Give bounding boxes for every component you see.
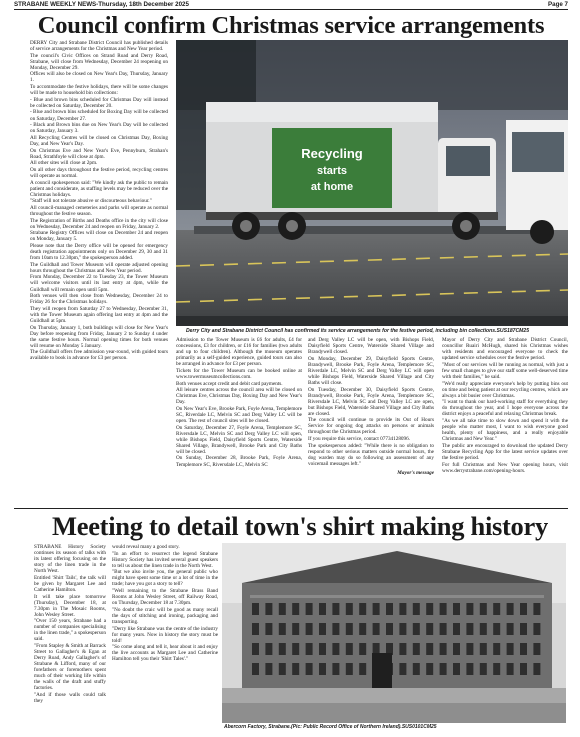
abercorn-factory-photo [222, 543, 566, 723]
paragraph: "So come along and tell it, hear about it and enjoy the live accounts as Margaret Lee and Catherine Hamilton tell you their 'Shirt Tales'." [112, 644, 218, 663]
headline-christmas-services: Council confirm Christmas service arrangements [37, 12, 545, 39]
paragraph: On Christmas Eve and New Year's Eve, Pennyburn, Strahan's Road, Strathfoyle will close at 4pm. [30, 147, 168, 160]
factory-photo-caption: Abercorn Factory, Strabane.(Pic: Public Record Office of Northern Ireland).SUS0101CM25 [224, 724, 437, 730]
paragraph: On Thursday, January 1, both buildings will close for New Year's Day before reopening from Friday, January 2 to Sunday 4 under the same festive hours. Normal opening times for both venues will resume on Monday 5 January. [30, 324, 168, 349]
lorry-text-recycling: Recycling [301, 146, 363, 161]
factory-window [332, 663, 339, 675]
paragraph: Mayor of Derry City and Strabane District Council, councillor Ruairi McHugh, shared his Christmas wishes with residents and encouraged everyone to check the updated service schedules over the festive period. [442, 337, 568, 362]
factory-window [507, 623, 514, 635]
paragraph: On New Year's Eve, Brooke Park, Foyle Arena, Templemore SC, Riverdale LC, Melvin SC and Derg Valley LC will be open. The rest of council sites will be closed. [176, 405, 302, 424]
factory-window [520, 603, 527, 615]
paragraph: - Blue and brown bins scheduled for Christmas Day will instead be collected on Saturday, December 20. [30, 96, 168, 109]
section-divider [14, 508, 568, 509]
paragraph: "Most of our services will be running as normal, with just a few small changes to give our staff some well-deserved time with their families," he said. [442, 361, 568, 380]
paragraph: For full Christmas and New Year opening hours, visit www.derrystrabane.com/opening-hours. [442, 461, 568, 474]
factory-window [252, 643, 259, 655]
factory-window [265, 623, 272, 635]
factory-window [493, 603, 500, 615]
factory-window [440, 623, 447, 635]
lorry-text-starts: starts [317, 165, 347, 177]
paragraph: All other sites will close at 2pm. [30, 160, 98, 167]
paragraph: The public are encouraged to download the updated Derry Strabane Recycling App for the latest service updates over the festive period. [442, 442, 568, 461]
headline-shirt-making: Meeting to detail town's shirt making history [52, 511, 548, 541]
paragraph: It will take place tomorrow (Thursday), December 18, at 7.30pm in The Mosaic Rooms, John Wesley Street. [34, 593, 106, 618]
paragraph: They will reopen from Saturday 27 to Wednesday, December 31, with the Tower Museum again offering last entry at 4pm and the Guildhall at 5pm. [30, 305, 168, 324]
factory-illustration [222, 543, 566, 723]
factory-window [440, 663, 447, 675]
paragraph: All leisure centres across the council area will be closed on Christmas Eve, Christmas Day, Boxing Day and New Year's Day. [176, 387, 302, 406]
paragraph: "In an effort to resurrect the legend Strabane History Society has invited several guest speakers to tell us about the linen trade in the North West. [112, 550, 218, 569]
factory-window [533, 643, 540, 655]
paragraph: Please note that the Derry office will be opened for emergency death registration appointments only on December 29, 30 and 31 from 10am to 12.30pm," the spokesperson added. [30, 243, 168, 262]
factory-window [332, 643, 339, 655]
paragraph: On Monday, December 29, Daisyfield Sports Centre, Brandywell, Brooke Park, Foyle Arena, Templemore SC, Riverdale LC, Melvin SC and Derg Valley LC will open while Bishops Field, Waterside Shared Village and City Baths will close. [308, 355, 434, 386]
subheading: Mayor's message [397, 469, 434, 476]
factory-window [440, 603, 447, 615]
paragraph: All Recycling Centres will be closed on Christmas Day, Boxing Day, and New Year's Day. [30, 134, 168, 147]
factory-window [480, 663, 487, 675]
factory-window [399, 623, 406, 635]
factory-window [292, 663, 299, 675]
factory-window [426, 663, 433, 675]
factory-window [306, 623, 313, 635]
factory-window [453, 643, 460, 655]
factory-window [279, 623, 286, 635]
factory-window [520, 663, 527, 675]
factory-window [332, 603, 339, 615]
factory-window [413, 643, 420, 655]
factory-window [346, 623, 353, 635]
factory-window [453, 623, 460, 635]
factory-window [507, 603, 514, 615]
paragraph: To accommodate the festive holidays, there will be some changes will be made to household bin collections: [30, 84, 168, 97]
factory-window [466, 643, 473, 655]
factory-window [306, 603, 313, 615]
factory-window [373, 623, 380, 635]
factory-window [319, 663, 326, 675]
factory-window [533, 663, 540, 675]
factory-window [399, 643, 406, 655]
factory-window [346, 603, 353, 615]
paragraph: The Guildhall offers free admission year-round, with guided tours available to book in advance for £3 per person. [30, 349, 168, 362]
factory-window [359, 603, 366, 615]
factory-window [507, 643, 514, 655]
paragraph: The council will continue to provide its Out of Hours Service for ongoing dog attacks on persons or animals throughout the Christmas period. [308, 417, 434, 436]
factory-window [373, 603, 380, 615]
factory-window [466, 623, 473, 635]
factory-window [386, 603, 393, 615]
factory-window [346, 663, 353, 675]
paragraph: The Registration of Births and Deaths office in the city will close on Wednesday, December 24 and reopen on Friday, January 2. [30, 217, 168, 230]
paragraph: From Monday, December 22 to Tuesday 23, the Tower Museum will welcome visitors until its last entry at 4pm, while the Guildhall will remain open until 5pm. [30, 274, 168, 293]
factory-window [493, 623, 500, 635]
factory-window [252, 603, 259, 615]
paragraph: "Well remaining to the Strabane Brass Band Rooms at John Wesley Street, off Railway Road, on Thursday, December 18 at 7.30pm. [112, 588, 218, 607]
paragraph: "We'd really appreciate everyone's help by putting bins out on time and being patient at our recycling centres, which are always a bit busier over Christmas. [442, 380, 568, 399]
factory-window [265, 663, 272, 675]
lorry-illustration [176, 40, 568, 326]
article1-column-3 [308, 337, 434, 508]
article2-column-1 [34, 544, 106, 737]
paragraph: Tickets for the Tower Museum can be booked online at www.towermuseumcollections.com. [176, 367, 302, 380]
paragraph: If you require this service, contact 07734128096. [308, 436, 410, 443]
paragraph: "Derry like Strabane was the centre of the industry for many years. Now in history the story must be told! [112, 625, 218, 644]
factory-window [279, 663, 286, 675]
factory-window [507, 663, 514, 675]
factory-window [279, 643, 286, 655]
factory-window [533, 623, 540, 635]
factory-window [319, 603, 326, 615]
paragraph: would reveal many a good story. [112, 544, 180, 550]
paragraph: STRABANE History Society continues its season of talks with its latest offering focusing on the story of the linen trade in the North West. [34, 544, 106, 575]
paragraph: The spokesperson added: "While there is no obligation to respond to other serious matters outside normal hours, the dog warden may do so following an assessment of any voicemail messages left." [308, 442, 434, 467]
paragraph: A council spokesperson said: "We kindly ask the public to remain patient and considerate, as staffing levels may be reduced over the Christmas holidays. [30, 179, 168, 198]
paragraph: "From Stapley & Smith at Barrack Street to Gallagher's & Egan at Derry Road, Andy Gallagher's of Strabane & Lifford, many of our forefathers or foremothers spent much of their working life within the walls of the draft and stuffy factories. [34, 643, 106, 692]
paragraph: On Sunday, December 28, Brooke Park, Foyle Arena, Templemore SC, Riversdale LC, Melvin SC [176, 455, 302, 468]
factory-window [426, 603, 433, 615]
paragraph: - Black and Brown bins due on New Year's Day will be collected on Saturday, January 3. [30, 122, 168, 135]
factory-window [453, 663, 460, 675]
paragraph: Offices will also be closed on New Year's Day, Thursday, January 1. [30, 71, 168, 84]
factory-window [292, 643, 299, 655]
factory-window [426, 643, 433, 655]
paragraph: Admission to the Tower Museum is £6 for adults, £4 for concessions, £3 for children, or £16 for families (two adults and up to four children). Although the museum operates primarily as a self-guided experience, guided tours can also be arranged in advance for £3 per person. [176, 337, 302, 368]
paragraph: and Derg Valley LC will be open, with Bishops Field, Daisyfield Sports Centre, Waterside Shared Village and Brandywell closed. [308, 337, 434, 356]
factory-window [359, 623, 366, 635]
article1-column-4 [442, 337, 568, 508]
lorry-text-at-home: at home [310, 181, 354, 193]
paragraph: DERRY City and Strabane District Council has published details of service arrangements for the Christmas and New Year period. [30, 40, 168, 53]
paragraph: On Tuesday, December 30, Daisyfield Sports Centre, Brandywell, Brooke Park, Foyle Arena, Templemore SC, Riversdale LC, Melvin SC and Derg Valley LC are open, but Bishops Field, Waterside Shared Village and City Baths are closed. [308, 386, 434, 417]
factory-window [480, 643, 487, 655]
factory-window [265, 603, 272, 615]
factory-window [480, 623, 487, 635]
factory-window [306, 663, 313, 675]
masthead-text: STRABANE WEEKLY NEWS-Thursday, 18th December 2025 [14, 1, 189, 8]
paragraph: "But we also invite you, the general public who might have spent some time or a lot of time in the trade; have you got a story to tell? [112, 569, 218, 588]
article2-column-2 [112, 544, 218, 737]
factory-window [399, 663, 406, 675]
paragraph: Entitled 'Shirt Tails', the talk will be given by Margaret Lee and Catherine Hamilton. [34, 574, 106, 593]
factory-window [533, 603, 540, 615]
factory-window [466, 603, 473, 615]
factory-window [332, 623, 339, 635]
article1-column-2 [176, 337, 302, 508]
paragraph: Both venues accept credit and debit card payments. [176, 380, 283, 387]
paragraph: "Staff will not tolerate abusive or discourteous behaviour." [30, 198, 152, 205]
page-number: Page 7 [548, 1, 568, 8]
paragraph: "No doubt the craic will be good as many recall the days of stitching and ironing, packaging and transporting. [112, 606, 218, 625]
paragraph: "I want to thank our hard-working staff for everything they do throughout the year, and I hope everyone across the district enjoys a peaceful and relaxing Christmas break. [442, 399, 568, 418]
paragraph: Both venues will then close from Wednesday, December 24 to Friday 26 for the Christmas holidays. [30, 293, 168, 306]
factory-window [292, 623, 299, 635]
paragraph: - Blue and brown bins scheduled for Boxing Day will be collected on Saturday, December 27. [30, 109, 168, 122]
factory-window [265, 643, 272, 655]
factory-window [493, 663, 500, 675]
factory-window [346, 643, 353, 655]
factory-window [480, 603, 487, 615]
factory-window [306, 643, 313, 655]
factory-window [520, 623, 527, 635]
factory-window [319, 623, 326, 635]
factory-window [426, 623, 433, 635]
factory-window [359, 663, 366, 675]
factory-window [292, 603, 299, 615]
factory-window [359, 643, 366, 655]
paragraph: The Guildhall and Tower Museum will operate adjusted opening hours throughout the Christmas and New Year period. [30, 261, 168, 274]
paragraph: "Over 150 years, Strabane had a number of companies specialising in the linen trade," a spokesperson said. [34, 618, 106, 643]
paragraph: "As we all take time to slow down and spend it with the people who matter most, I want to wish everyone good health, plenty of happiness, and a really enjoyable Christmas and New Year." [442, 417, 568, 443]
page-header [14, 0, 568, 10]
paragraph: On Saturday, December 27, Foyle Arena, Templemore SC, Riversdale LC, Melvin SC and Derg Valley LC will open, while Bishops Field, Daisyfield Sports Centre, Waterside Shared Village, Brandywell, Brooke Park and City Baths will be closed. [176, 424, 302, 455]
factory-window [453, 603, 460, 615]
factory-window [520, 643, 527, 655]
factory-window [399, 603, 406, 615]
paragraph: All council-managed cemeteries and parks will operate as normal throughout the festive season. [30, 204, 168, 217]
paragraph: The council's Civic Offices on Strand Road and Derry Road, Strabane, will close from Wednesday, December 24 reopening on Monday, December 29. [30, 52, 168, 71]
recycling-lorry-photo [176, 40, 568, 326]
factory-window [440, 643, 447, 655]
factory-window [413, 623, 420, 635]
factory-window [319, 643, 326, 655]
factory-window [252, 663, 259, 675]
paragraph: Strabane Registry Offices will close on December 24 and reopen on Monday, January 5. [30, 230, 168, 243]
factory-window [386, 623, 393, 635]
article1-column-1 [30, 40, 168, 508]
factory-window [279, 603, 286, 615]
paragraph: On all other days throughout the festive period, recycling centres will operate as normal. [30, 166, 168, 179]
factory-window [466, 663, 473, 675]
factory-window [493, 643, 500, 655]
paragraph: "And if those walls could talk they [34, 692, 106, 705]
factory-window [413, 663, 420, 675]
factory-window [252, 623, 259, 635]
factory-window [413, 603, 420, 615]
lorry-photo-caption: Derry City and Strabane District Council has confirmed its service arrangements for the festive period, including bin collections.SUS187CM25 [186, 328, 530, 334]
